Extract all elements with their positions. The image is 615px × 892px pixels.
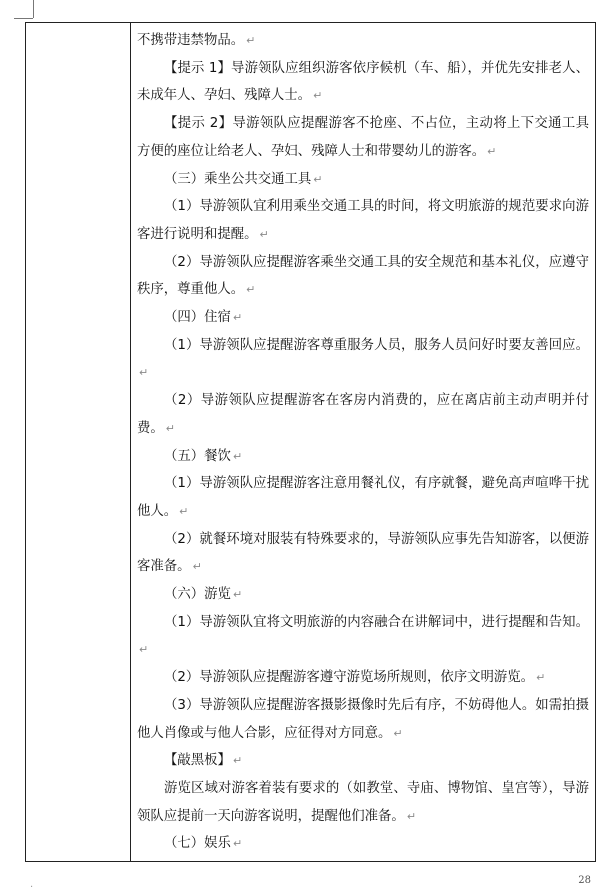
paragraph-mark-icon: ↵	[487, 144, 497, 158]
paragraph-mark-icon: ↵	[313, 172, 323, 186]
footer-dot: .	[30, 879, 34, 890]
paragraph-text: 游览区域对游客着装有要求的（如教堂、寺庙、博物馆、皇宫等），导游领队应提前一天向游客说明，提醒他们准备。	[137, 780, 589, 824]
paragraph	[137, 830, 589, 858]
paragraph-mark-icon: ↵	[259, 227, 269, 241]
paragraph-mark-icon: ↵	[246, 283, 256, 297]
content-table	[25, 22, 596, 862]
paragraph-text: （六）游览	[164, 587, 231, 603]
paragraph-mark-icon: ↵	[232, 754, 243, 768]
paragraph-text: （3）导游领队应提醒游客摄影摄像时先后有序，不妨碍他人。如需拍摄他人肖像或与他人合影，应征得对方同意。	[137, 697, 589, 741]
paragraph-mark-icon: ↵	[393, 726, 403, 740]
paragraph-text: （2）导游领队应提醒游客在客房内消费的，应在离店前主动声明并付费。	[137, 393, 589, 436]
paragraph-mark-icon: ↵	[232, 837, 243, 851]
paragraph	[137, 27, 589, 55]
crop-mark-vertical	[33, 0, 34, 18]
paragraph-text: （1）导游领队宜将文明旅游的内容融合在讲解词中，进行提醒和告知。	[164, 614, 589, 630]
paragraph-mark-icon: ↵	[165, 421, 175, 435]
paragraph	[137, 581, 589, 609]
paragraph-mark-icon: ↵	[139, 643, 149, 657]
paragraph-text: （2）就餐环境对服装有特殊要求的，导游领队应事先告知游客，以便游客准备。	[137, 531, 589, 575]
paragraph-text: 不携带违禁物品。	[137, 33, 245, 48]
paragraph-text: 【提示 2】导游领队应提醒游客不抢座、不占位，主动将上下交通工具方便的座位让给老人、孕妇、残障人士和带婴幼儿的游客。	[137, 116, 589, 159]
paragraph	[137, 747, 589, 775]
paragraph-mark-icon: ↵	[179, 504, 189, 518]
paragraph-mark-icon: ↵	[246, 34, 256, 47]
page-number: 28	[578, 875, 591, 886]
paragraph	[137, 110, 589, 165]
paragraph-mark-icon: ↵	[192, 560, 202, 574]
paragraph-mark-icon: ↵	[232, 449, 243, 463]
paragraph-text: 【敲黑板】	[164, 753, 231, 769]
paragraph-text: （1）导游领队宜利用乘坐交通工具的时间，将文明旅游的规范要求向游客进行说明和提醒。	[137, 199, 589, 242]
paragraph	[137, 55, 589, 110]
table-left-column	[26, 23, 131, 861]
paragraph	[137, 332, 589, 387]
paragraph	[137, 775, 589, 830]
paragraph-mark-icon: ↵	[232, 311, 243, 325]
paragraph-text: （2）导游领队应提醒游客遵守游览场所规则，依序文明游览。	[164, 670, 535, 686]
paragraph-text: （2）导游领队应提醒游客乘坐交通工具的安全规范和基本礼仪，应遵守秩序，尊重他人。	[137, 254, 589, 298]
paragraph	[137, 692, 589, 747]
paragraph-mark-icon: ↵	[139, 366, 149, 380]
paragraph-text: （五）餐饮	[164, 448, 231, 464]
table-content-cell	[137, 27, 589, 858]
paragraph	[137, 609, 589, 664]
paragraph-text: （七）娱乐	[164, 836, 231, 852]
paragraph	[137, 166, 589, 194]
crop-mark-horizontal	[14, 18, 33, 19]
paragraph-text: 【提示 1】导游领队应组织游客依序候机（车、船），并优先安排老人、未成年人、孕妇、残障人士。	[137, 60, 589, 104]
paragraph	[137, 526, 589, 581]
paragraph	[137, 470, 589, 525]
paragraph-mark-icon: ↵	[536, 671, 546, 685]
paragraph-mark-icon: ↵	[406, 809, 417, 823]
paragraph	[137, 193, 589, 248]
paragraph-text: （四）住宿	[164, 310, 231, 326]
paragraph	[137, 443, 589, 471]
paragraph-text: （1）导游领队应提醒游客注意用餐礼仪，有序就餐，避免高声喧哗干扰他人。	[137, 476, 589, 519]
paragraph	[137, 249, 589, 304]
paragraph-mark-icon: ↵	[313, 89, 323, 103]
paragraph	[137, 304, 589, 332]
paragraph	[137, 664, 589, 692]
paragraph	[137, 387, 589, 442]
paragraph-text: （1）导游领队应提醒游客尊重服务人员，服务人员问好时要友善回应。	[164, 337, 589, 353]
paragraph-mark-icon: ↵	[232, 588, 243, 602]
paragraph-text: （三）乘坐公共交通工具	[164, 171, 312, 187]
